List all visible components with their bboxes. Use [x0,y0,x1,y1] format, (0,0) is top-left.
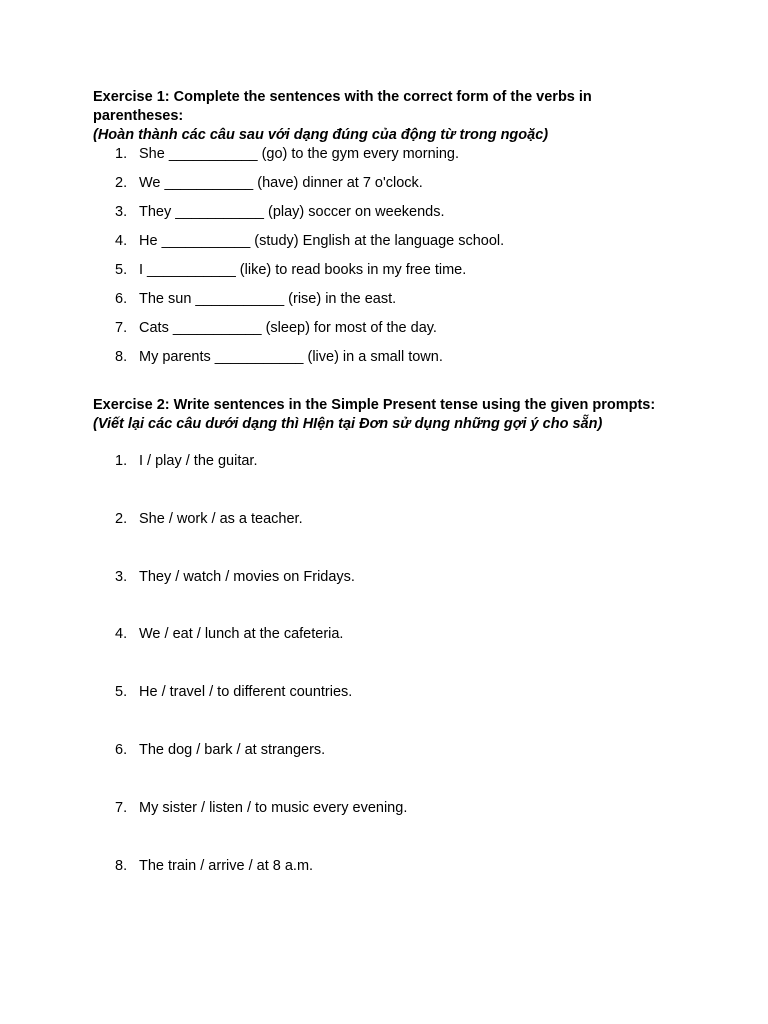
item-number: 1. [115,146,128,162]
item-number: 7. [115,799,128,816]
item-text: The train / arrive / at 8 a.m. [139,857,314,874]
exercise-1-title: Exercise 1: Complete the sentences with the correct form of the verbs in parentheses: [93,89,592,124]
exercise-2-list [93,452,673,914]
list-item [93,625,673,683]
exercise-1 [93,88,673,377]
list-item [93,145,673,174]
item-text: He / travel / to different countries. [139,684,353,701]
item-number: 6. [115,291,128,307]
list-item [93,857,673,915]
item-text: She ___________ (go) to the gym every morning. [139,146,460,162]
exercise-2-subtitle: (Viết lại các câu dưới dạng thì HIện tại Đơn sử dụng những gợi ý cho sẵn) [93,416,603,432]
list-item [93,174,673,203]
list-item [93,232,673,261]
item-text: The dog / bark / at strangers. [139,741,326,758]
item-text: My sister / listen / to music every evening. [139,799,408,816]
item-number: 7. [115,320,128,336]
item-number: 8. [115,349,128,365]
list-item [93,452,673,510]
item-number: 8. [115,857,128,874]
item-number: 4. [115,233,128,249]
item-text: He ___________ (study) English at the language school. [139,233,505,249]
list-item [93,348,673,377]
list-item [93,799,673,857]
item-number: 2. [115,510,128,527]
item-number: 3. [115,204,128,220]
item-number: 6. [115,741,128,758]
item-number: 2. [115,175,128,191]
list-item [93,261,673,290]
item-text: They / watch / movies on Fridays. [139,568,355,585]
list-item [93,741,673,799]
item-text: The sun ___________ (rise) in the east. [139,291,397,307]
list-item [93,510,673,568]
item-number: 1. [115,453,128,469]
item-text: Cats ___________ (sleep) for most of the day. [139,320,437,336]
list-item [93,203,673,232]
exercise-2-title: Exercise 2: Write sentences in the Simple Present tense using the given prompts: [93,397,656,413]
item-number: 3. [115,568,128,585]
item-text: I ___________ (like) to read books in my free time. [139,262,467,278]
item-text: She / work / as a teacher. [139,510,303,527]
list-item [93,290,673,319]
list-item [93,683,673,741]
item-text: We ___________ (have) dinner at 7 o'clock. [139,175,423,191]
item-number: 4. [115,626,128,643]
exercise-2 [93,396,673,914]
exercise-1-subtitle: (Hoàn thành các câu sau với dạng đúng của động từ trong ngoặc) [93,127,549,143]
item-text: They ___________ (play) soccer on weekends. [139,204,445,220]
item-text: My parents ___________ (live) in a small town. [139,349,443,365]
exercise-1-list [93,145,673,377]
item-number: 5. [115,684,128,701]
item-number: 5. [115,262,128,278]
item-text: I / play / the guitar. [139,453,258,469]
list-item [93,568,673,626]
list-item [93,319,673,348]
item-text: We / eat / lunch at the cafeteria. [139,626,344,643]
